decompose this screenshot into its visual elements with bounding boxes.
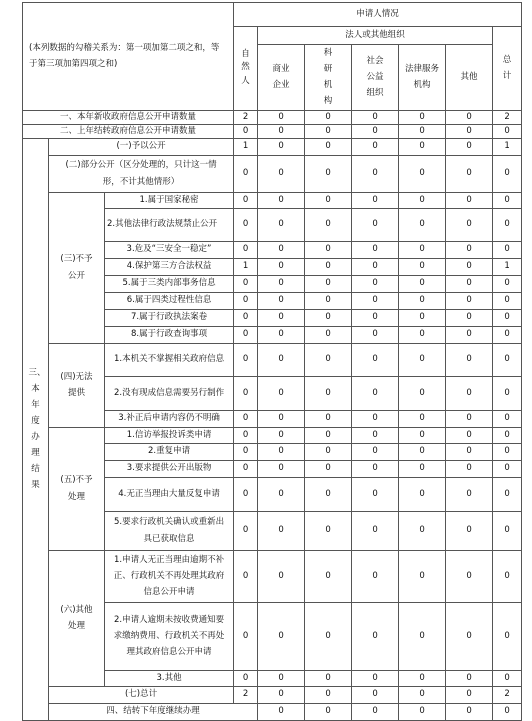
- row-label: 2.没有现成信息需要另行制作: [105, 376, 234, 410]
- row-label: 1.申请人无正当理由逾期不补正、行政机关不再处理其政府信息公开申请: [105, 550, 234, 602]
- table-row: 三、本年度办理结果 (一)予以公开 1 0 0 0 0 0 1: [23, 138, 522, 155]
- table-row: 四、结转下年度继续办理 0 0 0 0 0 0: [23, 703, 522, 720]
- row-label: 3.危及“三安全一稳定”: [105, 241, 234, 258]
- table-row: (四)无法提供 1.本机关不掌握相关政府信息 0 0 0 0 0 0 0: [23, 343, 522, 376]
- section-wfty-label: (四)无法提供: [49, 343, 105, 427]
- row-label: 5.要求行政机关确认或重新出具已获取信息: [105, 511, 234, 550]
- row-label: 4.无正当理由大量反复申请: [105, 477, 234, 511]
- row-label: 2.其他法律行政法规禁止公开: [105, 208, 234, 241]
- header-note-cell: [23, 3, 234, 111]
- table-row: 一、本年新收政府信息公开申请数量 2 0 0 0 0 0 2: [23, 110, 522, 124]
- other-header: 其他: [446, 45, 493, 111]
- table-row: 5.要求行政机关确认或重新出具已获取信息 0 0 0 0 0 0 0: [23, 511, 522, 550]
- table-row: (七)总计 2 0 0 0 0 0 2: [23, 686, 522, 703]
- row-label: (七)总计: [49, 686, 234, 703]
- row-label: 8.属于行政查询事项: [105, 326, 234, 343]
- table-row: 8.属于行政查询事项 0 0 0 0 0 0 0: [23, 326, 522, 343]
- section-bycl-label: (五)不予处理: [49, 427, 105, 550]
- table-row: 2.重复申请 0 0 0 0 0 0 0: [23, 443, 522, 460]
- table-row: (六)其他处理 1.申请人无正当理由逾期不补正、行政机关不再处理其政府信息公开申请 0 0 0 0 0 0 0: [23, 550, 522, 602]
- legal-entities-header: 法人或其他组织: [258, 27, 493, 45]
- disclosure-statistics-table-wrap: [22, 2, 522, 721]
- table-row: 3.危及“三安全一稳定” 0 0 0 0 0 0 0: [23, 241, 522, 258]
- row-label: 7.属于行政执法案卷: [105, 309, 234, 326]
- table-row: 3.其他 0 0 0 0 0 0 0: [23, 670, 522, 686]
- row-label: 二、上年结转政府信息公开申请数量: [23, 124, 234, 138]
- applicant-status-header: 申请人情况: [234, 3, 522, 27]
- section-qtcl-label: (六)其他处理: [49, 550, 105, 686]
- table-row: 7.属于行政执法案卷 0 0 0 0 0 0 0: [23, 309, 522, 326]
- table-row: 3.要求提供公开出版物 0 0 0 0 0 0 0: [23, 460, 522, 477]
- total-header: 总计: [493, 27, 522, 111]
- disclosure-statistics-table: [22, 2, 522, 721]
- table-row: 2.没有现成信息需要另行制作 0 0 0 0 0 0 0: [23, 376, 522, 410]
- table-row: 二、上年结转政府信息公开申请数量 0 0 0 0 0 0 0: [23, 124, 522, 138]
- row-label: 一、本年新收政府信息公开申请数量: [23, 110, 234, 124]
- row-label: 1.本机关不掌握相关政府信息: [105, 343, 234, 376]
- social-header: 社会公益组织: [352, 45, 399, 111]
- row-label: 5.属于三类内部事务信息: [105, 275, 234, 292]
- section-wgk-label: (三)不予公开: [49, 192, 105, 343]
- section-3-label: 三、本年度办理结果: [23, 138, 49, 720]
- table-row: 2.其他法律行政法规禁止公开 0 0 0 0 0 0 0: [23, 208, 522, 241]
- table-row: (五)不予处理 1.信访举报投诉类申请 0 0 0 0 0 0 0: [23, 427, 522, 443]
- table-row: 4.无正当理由大量反复申请 0 0 0 0 0 0 0: [23, 477, 522, 511]
- table-row: (二)部分公开（区分处理的，只计这一情形，不计其他情形） 0 0 0 0 0 0 0: [23, 155, 522, 192]
- commercial-header: 商业企业: [258, 45, 305, 111]
- table-row: 6.属于四类过程性信息 0 0 0 0 0 0 0: [23, 292, 522, 309]
- legal-service-header: 法律服务机构: [399, 45, 446, 111]
- row-label: 3.其他: [105, 670, 234, 686]
- row-label: 2.申请人逾期未按收费通知要求缴纳费用、行政机关不再处理其政府信息公开申请: [105, 602, 234, 670]
- row-label: 1.信访举报投诉类申请: [105, 427, 234, 443]
- row-label: 3.要求提供公开出版物: [105, 460, 234, 477]
- table-row: 4.保护第三方合法权益 1 0 0 0 0 0 1: [23, 258, 522, 275]
- row-label: 6.属于四类过程性信息: [105, 292, 234, 309]
- research-header: 科研机构: [305, 45, 352, 111]
- table-row: 3.补正后申请内容仍不明确 0 0 0 0 0 0 0: [23, 410, 522, 427]
- table-row: 5.属于三类内部事务信息 0 0 0 0 0 0 0: [23, 275, 522, 292]
- row-label: 2.重复申请: [105, 443, 234, 460]
- table-row: 2.申请人逾期未按收费通知要求缴纳费用、行政机关不再处理其政府信息公开申请 0 0 0 0 0 0 0: [23, 602, 522, 670]
- row-label: 4.保护第三方合法权益: [105, 258, 234, 275]
- table-row: (三)不予公开 1.属于国家秘密 0 0 0 0 0 0 0: [23, 192, 522, 208]
- natural-person-header: 自然人: [234, 27, 258, 111]
- row-label: 3.补正后申请内容仍不明确: [105, 410, 234, 427]
- row-label: 1.属于国家秘密: [105, 192, 234, 208]
- header-note: (本列数据的勾稽关系为：第一项加第二项之和，等于第三项加第四项之和): [29, 43, 220, 70]
- row-label: (一)予以公开: [49, 138, 234, 155]
- row-label: (二)部分公开（区分处理的，只计这一情形，不计其他情形）: [49, 155, 234, 192]
- row-label: 四、结转下年度继续办理: [49, 703, 258, 720]
